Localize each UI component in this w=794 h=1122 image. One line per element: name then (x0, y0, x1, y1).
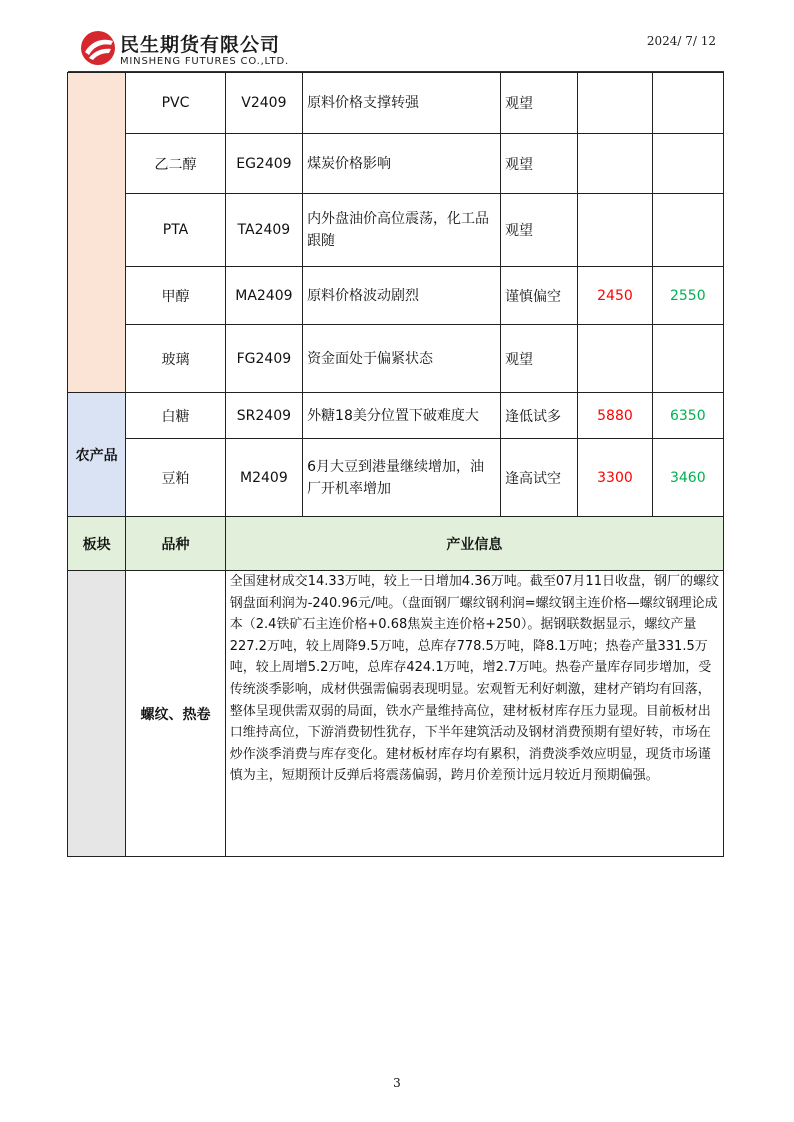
product-cell: 甲醇 (126, 267, 225, 325)
low-price-cell (578, 325, 652, 393)
company-name-cn: 民生期货有限公司 (120, 34, 281, 56)
product-cell: 白糖 (126, 393, 225, 439)
logic-cell: 外糖18美分位置下破难度大 (303, 393, 501, 439)
header-variety: 品种 (126, 517, 225, 571)
logic-cell: 煤炭价格影响 (303, 134, 501, 194)
company-logo (80, 28, 320, 72)
contract-cell: FG2409 (225, 325, 302, 393)
variety-cell: 螺纹、热卷 (126, 571, 225, 857)
high-price-cell (652, 73, 723, 134)
high-price-cell (652, 134, 723, 194)
table-row (68, 325, 724, 393)
table-row (68, 267, 724, 325)
low-price-cell (578, 194, 652, 267)
strategy-cell: 观望 (500, 325, 577, 393)
contract-cell: M2409 (225, 439, 302, 517)
low-price-cell: 5880 (578, 393, 652, 439)
contract-cell: MA2409 (225, 267, 302, 325)
logic-cell: 原料价格支撑转强 (303, 73, 501, 134)
strategy-cell: 观望 (500, 134, 577, 194)
table-row (68, 73, 724, 134)
table-row (68, 393, 724, 439)
sector-cell-chemicals (68, 73, 126, 393)
logic-cell: 原料价格波动剧烈 (303, 267, 501, 325)
high-price-cell (652, 194, 723, 267)
strategy-cell: 逢高试空 (500, 439, 577, 517)
strategy-cell: 观望 (500, 194, 577, 267)
company-name-en: MINSHENG FUTURES CO.,LTD. (120, 56, 289, 67)
contract-cell: V2409 (225, 73, 302, 134)
high-price-cell: 6350 (652, 393, 723, 439)
high-price-cell (652, 325, 723, 393)
logic-cell: 内外盘油价高位震荡，化工品跟随 (303, 194, 501, 267)
high-price-cell: 3460 (652, 439, 723, 517)
product-cell: PTA (126, 194, 225, 267)
product-cell: PVC (126, 73, 225, 134)
info-header-row (68, 517, 724, 571)
sector-cell-agriculture: 农产品 (68, 393, 126, 517)
table-row (68, 439, 724, 517)
strategy-cell: 逢低试多 (500, 393, 577, 439)
report-date: 2024/ 7/ 12 (646, 34, 716, 48)
logo-mark-icon (80, 30, 116, 66)
sector-cell-steel (68, 571, 126, 857)
product-cell: 乙二醇 (126, 134, 225, 194)
contract-cell: TA2409 (225, 194, 302, 267)
low-price-cell: 2450 (578, 267, 652, 325)
product-cell: 豆粕 (126, 439, 225, 517)
header-sector: 板块 (68, 517, 126, 571)
page-number: 3 (393, 1076, 401, 1090)
strategy-cell: 谨慎偏空 (500, 267, 577, 325)
logic-cell: 资金面处于偏紧状态 (303, 325, 501, 393)
industry-info-cell: 全国建材成交14.33万吨，较上一日增加4.36万吨。截至07月11日收盘，钢厂的螺纹钢盘面利润为-240.96元/吨。（盘面钢厂螺纹钢利润=螺纹钢主连价格—螺纹钢理论成本（2.4铁矿石主连价格+0.68焦炭主连价格+250）。据钢联数据显示，螺纹产量227.2万吨，较上周降9.5万吨，总库存778.5万吨，降8.1万吨；热卷产量331.5万吨，较上周增5.2万吨，总库存424.1万吨，增2.7万吨。热卷产量库存同步增加，受传统淡季影响，成材供强需偏弱表现明显。宏观暂无利好刺激，建材产销均有回落，整体呈现供需双弱的局面，铁水产量维持高位，建材板材库存压力显现。目前板材出口维持高位，下游消费韧性犹存，下半年建筑活动及钢材消费预期有望好转，市场在炒作淡季消费与库存变化。建材板材库存均有累积，消费淡季效应明显，现货市场谨慎为主，短期预计反弹后将震荡偏弱，跨月价差预计远月较近月预期偏强。 (225, 571, 723, 857)
table-row (68, 571, 724, 857)
strategy-table (67, 72, 724, 857)
logic-cell: 6月大豆到港量继续增加，油厂开机率增加 (303, 439, 501, 517)
table-row (68, 194, 724, 267)
high-price-cell: 2550 (652, 267, 723, 325)
contract-cell: SR2409 (225, 393, 302, 439)
low-price-cell (578, 73, 652, 134)
strategy-cell: 观望 (500, 73, 577, 134)
product-cell: 玻璃 (126, 325, 225, 393)
header-info: 产业信息 (225, 517, 723, 571)
low-price-cell (578, 134, 652, 194)
table-row (68, 134, 724, 194)
low-price-cell: 3300 (578, 439, 652, 517)
contract-cell: EG2409 (225, 134, 302, 194)
